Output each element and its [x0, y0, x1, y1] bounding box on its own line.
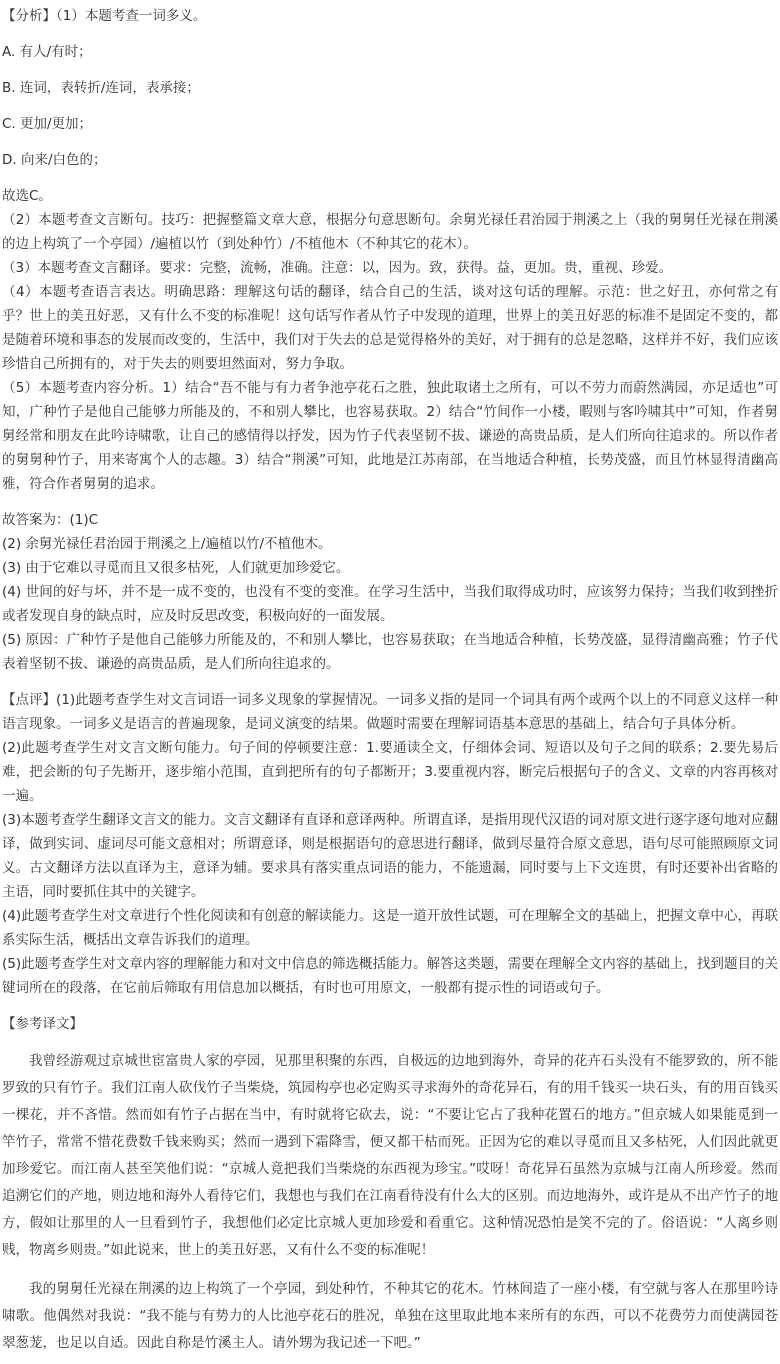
translation-section	[2, 1012, 778, 1357]
analysis-part-3: （3）本题考查文言翻译。要求：完整，流畅，准确。注意：以，因为。致，获得。益，更加。贵，重视、珍爱。	[2, 260, 673, 276]
option-c: C. 更加/更加；	[2, 116, 93, 132]
translation-paragraph-2: 我的舅舅任光禄在荆溪的边上构筑了一个亭园，到处种竹，不种其它的花木。竹林间造了一座小楼，有空就与客人在那里吟诗啸歌。他偶然对我说：“我不能与有势力的人比池亭花石的胜况，单独在这里取此地本来所有的东西，可以不花费劳力而使满园苍翠葱茏，也足以自适。因此自称是竹溪主人。请外甥为我记述一下吧。”	[2, 1281, 778, 1351]
translation-paragraph-1: 我曾经游观过京城世宦富贵人家的亭园，见那里积聚的东西，自极远的边地到海外，奇异的花卉石头没有不能罗致的，所不能罗致的只有竹子。我们江南人砍伐竹子当柴烧，筑园构亭也必定购买寻求海外的奇花异石，有的用千钱买一块石头，有的用百钱买一棵花，并不吝惜。然而如有竹子占据在当中，有时就将它砍去，说：“不要让它占了我种花置石的地方。”但京城人如果能觅到一竿竹子，常常不惜花费数千钱来购买；然而一遇到下霜降雪，便又都干枯而死。正因为它的难以寻觅而且又多枯死，人们因此就更加珍爱它。而江南人甚至笑他们说：“京城人竟把我们当柴烧的东西视为珍宝。”哎呀！奇花异石虽然为京城与江南人所珍爱。然而追溯它们的产地，则边地和海外人看待它们，我想也与我们在江南看待没有什么大的区别。而边地海外，或许是从不出产竹子的地方，假如让那里的人一旦看到竹子，我想他们必定比京城人更加珍爱和看重它。这种情况恐怕是笑不完的了。俗语说：“人离乡则贱，物离乡则贵。”如此说来，世上的美丑好恶，又有什么不变的标准呢！	[2, 1053, 778, 1258]
translation-heading: 【参考译文】	[2, 1016, 83, 1032]
analysis-part-2: （2）本题考查文言断句。技巧：把握整篇文章大意，根据分句意思断句。余舅光禄任君治园于荆溪之上（我的舅舅任光禄在荆溪的边上构筑了一个亭园）/遍植以竹（到处种竹）/不植他木（不种其它的花木）。	[2, 212, 778, 252]
choice-line: 故选C。	[2, 188, 52, 204]
comment-1: 【点评】(1)此题考查学生对文言词语一词多义现象的掌握情况。一词多义指的是同一个词具有两个或两个以上的不同意义这样一种语言现象。一词多义是语言的普遍现象，是词义演变的结果。做题时需要在理解词语基本意思的基础上，结合句子具体分析。	[2, 692, 778, 732]
comment-section	[2, 688, 778, 1000]
answer-1: 故答案为：(1)C	[2, 512, 99, 528]
analysis-part-4: （4）本题考查语言表达。明确思路：理解这句话的翻译，结合自己的生活，谈对这句话的理解。示范：世之好丑，亦何常之有乎？世上的美丑好恶，又有什么不变的标准呢！这句话写作者从竹子中发现的道理，世界上的美丑好恶的标准不是固定不变的，都是随着环境和事态的发展而改变的，生活中，我们对于失去的总是觉得格外的美好，对于拥有的总是忽略，这样并不好，我们应该珍惜自己所拥有的，对于失去的则要坦然面对，努力争取。	[2, 284, 778, 372]
answer-3: (3) 由于它难以寻觅而且又很多枯死，人们就更加珍爱它。	[2, 560, 350, 576]
comment-2: (2)此题考查学生对文言文断句能力。句子间的停顿要注意：1.要通读全文，仔细体会词、短语以及句子之间的联系；2.要先易后难，把会断的句子先断开，逐步缩小范围，直到把所有的句子都断开；3.要重视内容，断完后根据句子的含义、文章的内容再核对一遍。	[2, 740, 778, 804]
option-a: A. 有人/有时；	[2, 44, 92, 60]
answer-section	[2, 508, 778, 676]
answer-5: (5) 原因：广种竹子是他自己能够力所能及的，不和别人攀比，也容易获取；在当地适合种植，长势茂盛，显得清幽高雅；竹子代表着坚韧不拔、谦逊的高贵品质，是人们所向往追求的。	[2, 632, 778, 672]
analysis-section	[2, 4, 778, 496]
option-d: D. 向来/白色的；	[2, 152, 107, 168]
option-b: B. 连词，表转折/连词，表承接；	[2, 80, 200, 96]
answer-4: (4) 世间的好与坏，并不是一成不变的，也没有不变的变准。在学习生活中，当我们取得成功时，应该努力保持；当我们收到挫折或者发现自身的缺点时，应及时反思改变，积极向好的一面发展。	[2, 584, 778, 624]
comment-3: (3)本题考查学生翻译文言文的能力。文言文翻译有直译和意译两种。所谓直译，是指用现代汉语的词对原文进行逐字逐句地对应翻译，做到实词、虚词尽可能文意相对；所谓意译，则是根据语句的意思进行翻译，做到尽量符合原文意思，语句尽可能照顾原文词义。古文翻译方法以直译为主，意译为辅。要求具有落实重点词语的能力，不能遗漏，同时要与上下文连贯，有时还要补出省略的主语，同时要抓住其中的关键字。	[2, 812, 778, 900]
answer-2: (2) 余舅光禄任君治园于荆溪之上/遍植以竹/不植他木。	[2, 536, 332, 552]
comment-4: (4)此题考查学生对文章进行个性化阅读和有创意的解读能力。这是一道开放性试题，可在理解全文的基础上，把握文章中心，再联系实际生活，概括出文章告诉我们的道理。	[2, 908, 778, 948]
analysis-part-5: （5）本题考查内容分析。1）结合“吾不能与有力者争池亭花石之胜，独此取诸土之所有，可以不劳力而蔚然满园，亦足适也”可知，广种竹子是他自己能够力所能及的，不和别人攀比，也容易获取。2）结合“竹间作一小楼，暇则与客吟啸其中”可知，作者舅舅经常和朋友在此吟诗啸歌，让自己的感情得以抒发，因为竹子代表坚韧不拔、谦逊的高贵品质，是人们所向往追求的。所以作者的舅舅种竹子，用来寄寓个人的志趣。3）结合“荆溪”可知，此地是江苏南部，在当地适合种植，长势茂盛，而且竹林显得清幽高雅，符合作者舅舅的追求。	[2, 380, 778, 492]
analysis-heading: 【分析】（1）本题考查一词多义。	[2, 8, 207, 24]
comment-5: (5)此题考查学生对文章内容的理解能力和对文中信息的筛选概括能力。解答这类题，需要在理解全文内容的基础上，找到题目的关键词所在的段落，在它前后筛取有用信息加以概括，有时也可用原文，一般都有提示性的词语或句子。	[2, 956, 778, 996]
